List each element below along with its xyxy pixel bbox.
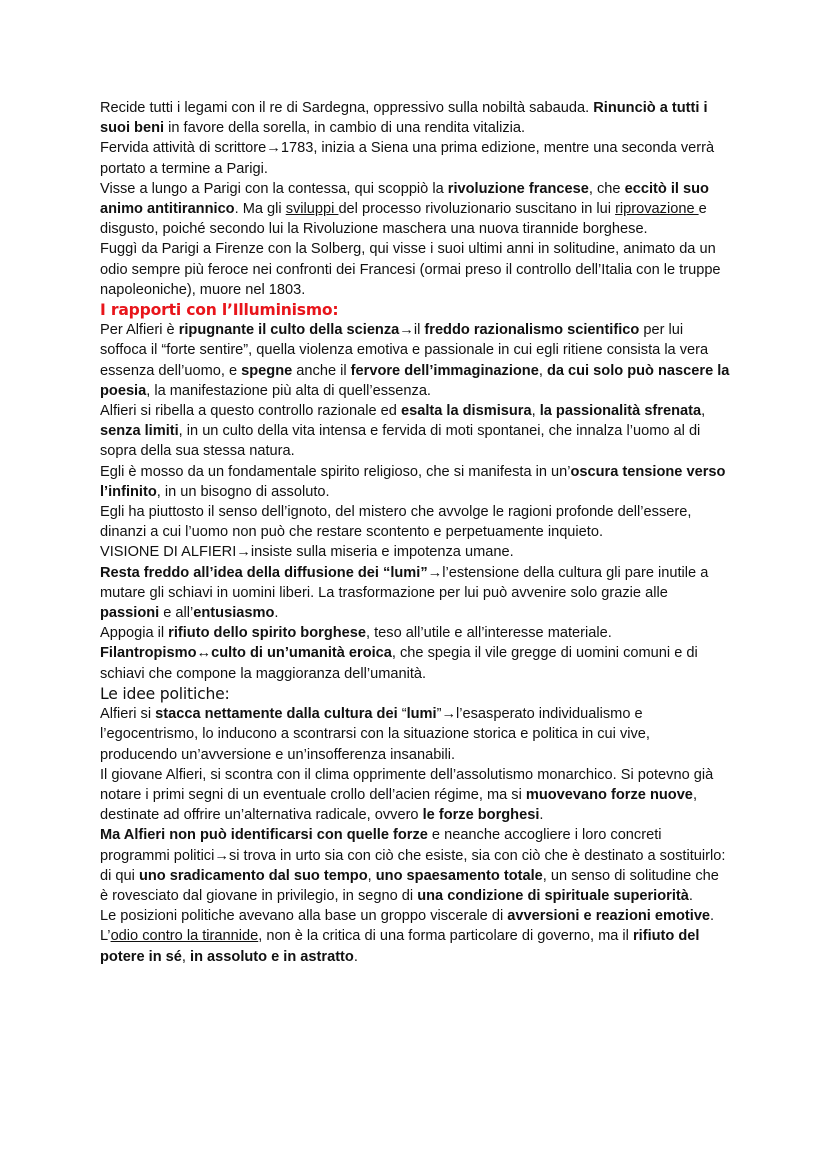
text-run: , in un culto della vita intensa e fervida di moti spontanei, che innalza l’uomo al di sopra della sua stessa natura. <box>100 423 701 460</box>
bold-text: esalta la dismisura <box>400 403 532 420</box>
bold-text: la passionalità sfrenata <box>539 403 702 420</box>
paragraph <box>100 704 730 765</box>
paragraph <box>100 462 730 502</box>
section-heading <box>100 300 730 320</box>
text-run: , <box>701 403 706 420</box>
text-run: Appogia il <box>100 625 169 642</box>
text-run: , teso all’utile e all’interesse materiale. <box>366 625 612 642</box>
text-run: e all’ <box>159 605 194 622</box>
text-run: Alfieri si <box>100 706 156 723</box>
text-run: ”→l’esasperato individualismo e l’egocentrismo, lo inducono a scontrarsi con la situazione storica e politica in cui vive, producendo un’avversione e un’insofferenza insanabili. <box>100 706 650 763</box>
text-run: . <box>539 807 544 824</box>
paragraph <box>100 239 730 300</box>
paragraph <box>100 643 730 683</box>
bold-text: Ma Alfieri non può identificarsi con quelle forze <box>100 827 428 844</box>
bold-text: entusiasmo <box>193 605 275 622</box>
bold-text: le forze borghesi <box>422 807 540 824</box>
bold-text: Rinunciò a tutti i suoi beni <box>100 100 708 137</box>
document-body <box>100 98 730 967</box>
text-run: Il giovane Alfieri, si scontra con il clima opprimente dell’assolutismo monarchico. Si potevno già notare i primi segni di un eventuale crollo dell’acien régime, ma si <box>100 766 714 803</box>
bold-text: oscura tensione verso l’infinito <box>100 463 726 500</box>
bold-text: uno sradicamento dal suo tempo <box>138 867 368 884</box>
text-run: I rapporti con l’Illuminismo: <box>100 301 339 320</box>
bold-text: freddo razionalismo scientifico <box>424 322 640 339</box>
text-run: . <box>353 948 358 965</box>
text-run: →l’estensione della cultura gli pare inutile a mutare gli schiavi in uomini liberi. La trasformazione per lui può avvenire solo grazie alle <box>100 564 709 601</box>
text-run: , non è la critica di una forma particolare di governo, ma il <box>258 928 633 945</box>
bold-text: Filantropismo↔culto di un’umanità eroica <box>100 645 392 662</box>
paragraph <box>100 179 730 240</box>
paragraph <box>100 623 730 643</box>
paragraph <box>100 401 730 462</box>
bold-text: rifiuto dello spirito borghese <box>168 625 366 642</box>
text-run: , <box>367 867 376 884</box>
bold-text: Resta freddo all’idea della diffusione dei “lumi” <box>100 564 428 581</box>
text-run: Le posizioni politiche avevano alla base un groppo viscerale di <box>100 908 508 925</box>
paragraph <box>100 138 730 178</box>
bold-text: avversioni e reazioni emotive <box>507 908 711 925</box>
bold-text: rifiuto del potere in sé <box>100 928 700 965</box>
text-run: e neanche accogliere i loro concreti programmi politici→si trova in urto sia con ciò che esiste, sia con ciò che è destinato a sostituirlo: di qui <box>100 827 726 884</box>
bold-text: lumi <box>406 706 437 723</box>
paragraph <box>100 320 730 401</box>
text-run: →il <box>399 322 425 339</box>
bold-text: una condizione di spirituale superiorità <box>417 887 689 904</box>
text-run: VISIONE DI ALFIERI→insiste sulla miseria e impotenza umane. <box>100 544 514 561</box>
text-run: , che spegia il vile gregge di uomini comuni e di schiavi che compone la maggioranza dell’umanità. <box>100 645 698 682</box>
text-run: Alfieri si ribella a questo controllo razionale ed <box>100 403 401 420</box>
text-run: . Ma gli <box>234 201 286 218</box>
text-run: . L’ <box>100 908 715 945</box>
text-run: Egli ha piuttosto il senso dell’ignoto, del mistero che avvolge le ragioni profonde dell’essere, dinanzi a cui l’uomo non può che restare scontento e perpetuamente inquieto. <box>100 504 692 541</box>
text-run: Visse a lungo a Parigi con la contessa, qui scoppiò la <box>100 180 448 197</box>
paragraph <box>100 825 730 906</box>
bold-text: stacca nettamente dalla cultura dei <box>155 706 398 723</box>
text-run: . <box>688 887 693 904</box>
text-run: Le idee politiche: <box>100 684 230 703</box>
bold-text: muovevano forze nuove <box>525 786 693 803</box>
bold-text: eccitò il suo animo antitirannico <box>100 180 709 218</box>
text-run: Per Alfieri è <box>100 322 179 339</box>
bold-text: da cui solo può nascere la poesia <box>100 362 730 399</box>
text-run: , destinate ad offrire un’alternativa radicale, ovvero <box>100 786 697 824</box>
bold-text: passioni <box>100 605 160 622</box>
bold-text: uno spaesamento totale <box>375 867 543 884</box>
paragraph <box>100 502 730 542</box>
paragraph <box>100 98 730 138</box>
text-run: in favore della sorella, in cambio di una rendita vitalizia. <box>164 120 526 137</box>
paragraph <box>100 563 730 624</box>
text-run: , che <box>588 180 625 197</box>
text-run: , <box>181 948 191 965</box>
bold-text: in assoluto e in astratto <box>190 948 354 965</box>
text-run: , <box>531 403 540 420</box>
text-run: Egli è mosso da un fondamentale spirito religioso, che si manifesta in un’ <box>100 463 571 480</box>
text-run: per lui soffoca il “forte sentire”, quella violenza emotiva e passionale in cui egli ritiene consista la vera essenza dell’uomo, e <box>100 322 709 379</box>
text-run: , la manifestazione più alta di quell’essenza. <box>146 382 431 399</box>
text-run: anche il <box>292 362 351 379</box>
text-run: , <box>538 362 547 379</box>
underlined-text: odio contro la tirannide <box>110 928 259 945</box>
text-run: . <box>274 605 279 622</box>
text-run: , un senso di solitudine che è rovesciato dal giovane in privilegio, in segno di <box>100 867 719 904</box>
bold-text: ripugnante il culto della scienza <box>178 322 400 339</box>
bold-text: senza limiti <box>100 423 179 440</box>
bold-text: rivoluzione francese <box>447 180 589 197</box>
underlined-text: sviluppi <box>285 201 339 218</box>
text-run: , in un bisogno di assoluto. <box>156 483 330 500</box>
text-run: del processo rivoluzionario suscitano in lui <box>338 201 616 218</box>
text-run: Fuggì da Parigi a Firenze con la Solberg, qui visse i suoi ultimi anni in solitudine, animato da un odio sempre più feroce nei confronti dei Francesi (ormai preso il controllo dell’Italia con le truppe napoleoniche), muore nel 1803. <box>100 241 721 298</box>
text-run: e disgusto, poiché secondo lui la Rivoluzione maschera una nuova tirannide borghese. <box>100 201 707 238</box>
paragraph <box>100 542 730 562</box>
paragraph <box>100 906 730 967</box>
text-run: Fervida attività di scrittore→1783, inizia a Siena una prima edizione, mentre una seconda verrà portato a termine a Parigi. <box>100 140 715 177</box>
text-run: Recide tutti i legami con il re di Sardegna, oppressivo sulla nobiltà sabauda. <box>100 100 594 116</box>
section-heading <box>100 684 730 704</box>
bold-text: fervore dell’immaginazione <box>350 362 539 379</box>
paragraph <box>100 765 730 826</box>
text-run: “ <box>397 706 407 723</box>
bold-text: spegne <box>241 362 293 379</box>
underlined-text: riprovazione <box>615 201 699 218</box>
